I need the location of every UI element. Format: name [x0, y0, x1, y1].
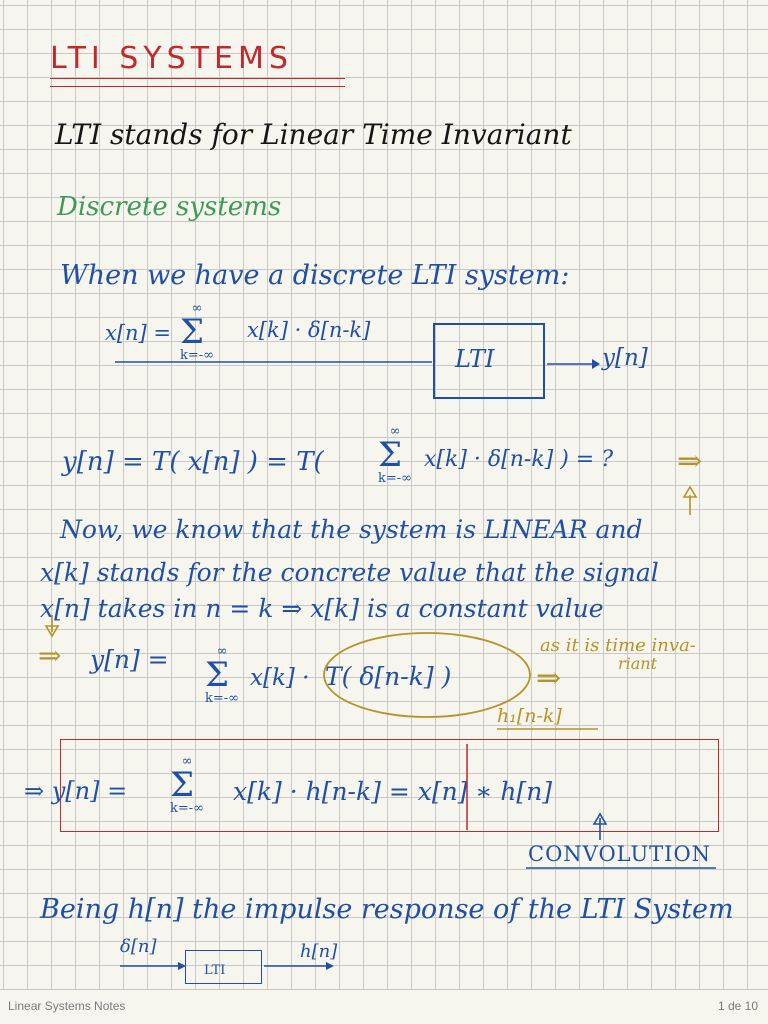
page-indicator: 1 de 10	[717, 999, 758, 1013]
convolution-eq-prefix: ⇒ y[n] =	[24, 777, 128, 805]
system-output-arrowhead	[592, 359, 600, 369]
impulse-lti-label: LTI	[204, 963, 226, 978]
time-invariant-note-2: riant	[618, 654, 658, 673]
input-expr-rhs: x[k] · δ[n-k]	[247, 318, 371, 342]
system-output-label: y[n]	[602, 345, 648, 371]
footer-bar	[0, 990, 768, 1024]
sum-lower-limit: k=-∞	[180, 348, 214, 363]
question-eq-lhs: y[n] = T( x[n] ) = T(	[62, 447, 324, 477]
impulse-output-arrowhead	[326, 962, 334, 970]
convolution-eq-sum: ∞ Σ k=-∞	[170, 754, 204, 816]
lti-definition: LTI stands for Linear Time Invariant	[55, 118, 572, 151]
impulse-input-arrowhead	[178, 962, 186, 970]
section-heading: Discrete systems	[57, 192, 282, 222]
response-eq-arrow-out: ⇒	[536, 661, 562, 696]
response-eq-term: x[k] ·	[250, 665, 310, 691]
intro-line: When we have a discrete LTI system:	[60, 260, 570, 291]
question-eq-sum: ∞ Σ k=-∞	[378, 424, 412, 486]
linear-note-line-2: x[k] stands for the concrete value that the signal	[40, 558, 659, 587]
implies-arrow: ⇒	[677, 444, 703, 479]
time-invariant-note-1: as it is time inva-	[540, 635, 696, 656]
linear-note-line-1: Now, we know that the system is LINEAR and	[60, 515, 643, 544]
convolution-eq-rhs: x[k] · h[n-k] = x[n] ∗ h[n]	[233, 777, 553, 806]
impulse-input-label: δ[n]	[120, 936, 157, 957]
impulse-note: Being h[n] the impulse response of the LTI System	[40, 894, 734, 925]
response-eq-sum: ∞ Σ k=-∞	[205, 644, 239, 706]
page-title: LTI SYSTEMS	[50, 41, 293, 76]
sum-upper-limit: ∞	[191, 301, 203, 316]
input-expr-lhs: x[n] =	[105, 321, 172, 345]
document-title: Linear Systems Notes	[8, 999, 126, 1013]
impulse-response-shifted-label: h₁[n-k]	[497, 705, 562, 727]
question-eq-rhs: x[k] · δ[n-k] ) = ?	[424, 447, 614, 472]
input-expr-sum: ∞ Σ k=-∞	[180, 301, 214, 363]
lti-block-label: LTI	[455, 345, 495, 373]
response-eq-prefix: y[n] =	[90, 645, 169, 674]
response-eq-circled-term: T( δ[n-k] )	[325, 662, 452, 691]
response-eq-arrow-in: ⇒	[38, 639, 62, 672]
convolution-label: CONVOLUTION	[528, 842, 712, 866]
linear-note-line-3: x[n] takes in n = k ⇒ x[k] is a constant value	[40, 594, 604, 623]
circled-term-ring	[324, 633, 530, 717]
impulse-output-label: h[n]	[300, 941, 338, 962]
